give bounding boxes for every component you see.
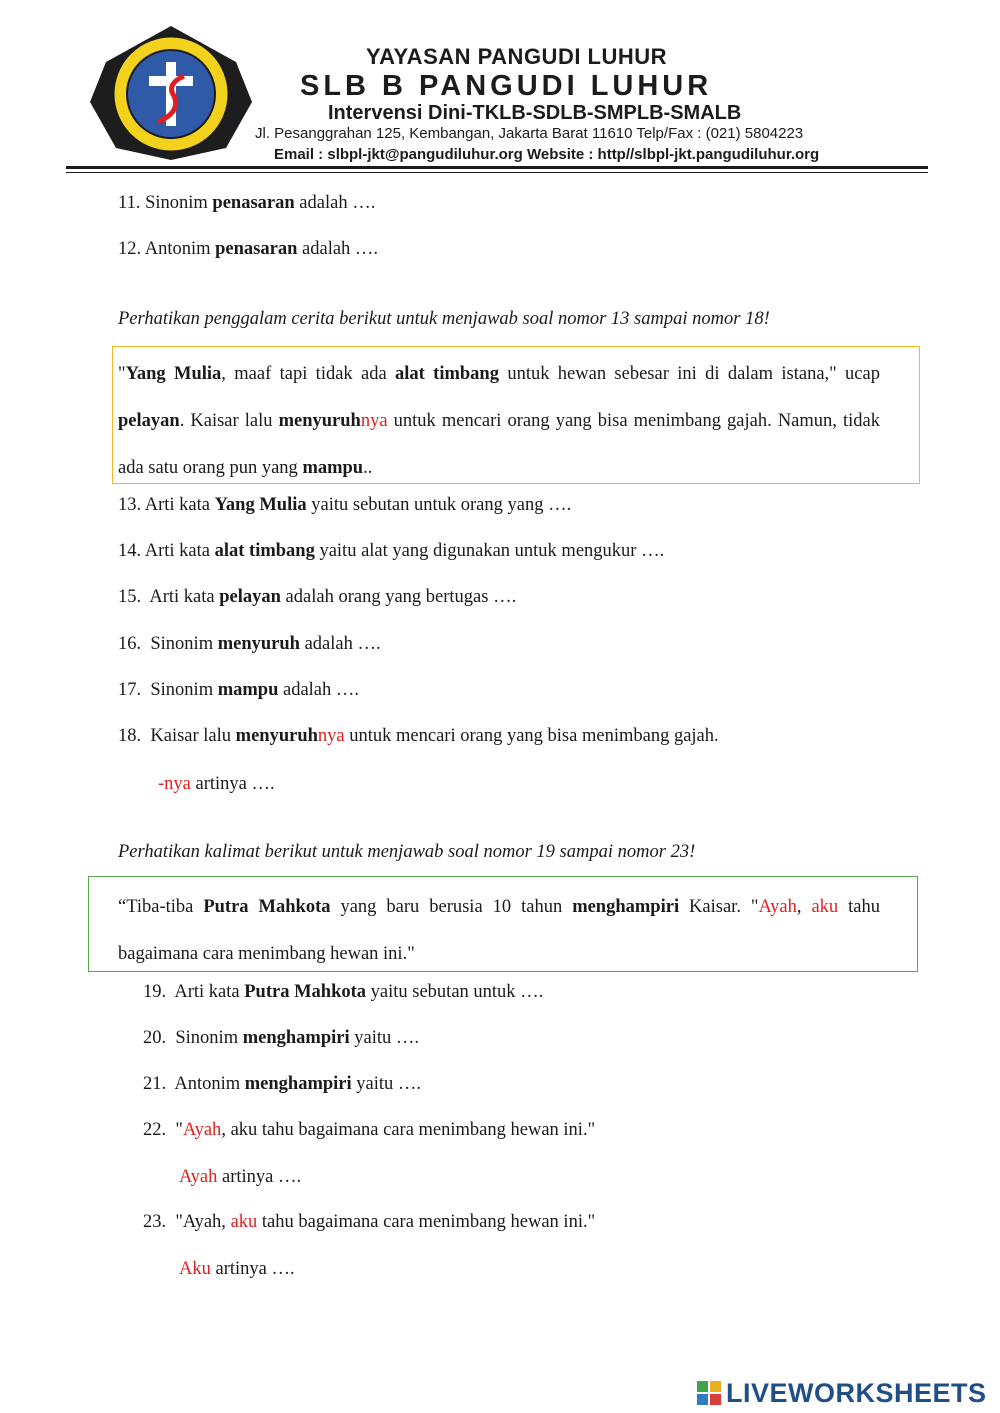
- passage-text: ..: [363, 458, 373, 478]
- question-suffix: artinya ….: [222, 1167, 302, 1187]
- highlight: aku: [230, 1212, 258, 1232]
- keyword: menyuruh: [217, 634, 300, 654]
- highlight: Ayah: [179, 1167, 218, 1187]
- passage-text: untuk hewan sebesar ini di dalam istana," ucap: [498, 364, 880, 384]
- question-number: 14.: [118, 541, 142, 561]
- passage-highlight: nya: [360, 411, 388, 431]
- question-suffix: adalah ….: [283, 680, 360, 700]
- brand-text: LIVEWORKSHEETS: [726, 1378, 987, 1408]
- question-11: [118, 191, 375, 215]
- question-prefix: Antonim: [174, 1074, 241, 1094]
- highlight: Ayah: [182, 1120, 222, 1140]
- instruction-2: Perhatikan kalimat berikut untuk menjawab soal nomor 19 sampai nomor 23!: [118, 842, 696, 862]
- question-21: [143, 1072, 421, 1096]
- question-prefix: Arti kata: [174, 982, 240, 1002]
- highlight: nya: [317, 726, 345, 746]
- question-18-sub: [158, 772, 275, 796]
- school-name: SLB B PANGUDI LUHUR: [300, 70, 713, 102]
- question-suffix: , aku tahu bagaimana cara menimbang hewan ini.": [221, 1120, 596, 1140]
- question-suffix: adalah orang yang bertugas ….: [285, 587, 517, 607]
- passage-text: “Tiba-tiba: [118, 897, 204, 917]
- keyword: menghampiri: [242, 1028, 350, 1048]
- question-number: 12.: [118, 239, 142, 259]
- passage-keyword: Yang Mulia: [125, 364, 222, 384]
- question-suffix: yaitu ….: [354, 1028, 419, 1048]
- passage-2: [118, 884, 880, 978]
- question-22-sub: [179, 1165, 301, 1189]
- school-address: Jl. Pesanggrahan 125, Kembangan, Jakarta Barat 11610 Telp/Fax : (021) 5804223: [255, 125, 804, 142]
- question-number: 21.: [143, 1074, 167, 1094]
- question-suffix: tahu bagaimana cara menimbang hewan ini.": [261, 1212, 596, 1232]
- question-suffix: artinya ….: [195, 774, 275, 794]
- passage-text: tahu bagaimana cara menimbang hewan ini.": [118, 897, 880, 964]
- keyword: Yang Mulia: [214, 495, 307, 515]
- keyword: mampu: [217, 680, 279, 700]
- question-number: 23.: [143, 1212, 167, 1232]
- question-number: 20.: [143, 1028, 167, 1048]
- passage-text: untuk mencari orang yang bisa menimbang gajah. Namun, tidak ada satu orang pun yang: [118, 411, 880, 478]
- question-prefix: Sinonim: [175, 1028, 239, 1048]
- question-18: [118, 724, 719, 748]
- question-13: [118, 493, 571, 517]
- passage-keyword: pelayan: [118, 411, 180, 431]
- question-19: [143, 980, 543, 1004]
- question-12: [118, 237, 378, 261]
- question-suffix: adalah ….: [299, 193, 376, 213]
- keyword: menghampiri: [244, 1074, 352, 1094]
- highlight: Aku: [179, 1259, 211, 1279]
- question-number: 17.: [118, 680, 142, 700]
- question-number: 19.: [143, 982, 167, 1002]
- header-rule-thin: [66, 172, 928, 173]
- question-prefix: "Ayah,: [175, 1212, 231, 1232]
- school-contact: Email : slbpl-jkt@pangudiluhur.org Website : http//slbpl-jkt.pangudiluhur.org: [274, 146, 820, 163]
- question-16: [118, 632, 381, 656]
- passage-highlight: aku: [811, 897, 839, 917]
- question-suffix: artinya ….: [215, 1259, 295, 1279]
- question-number: 16.: [118, 634, 142, 654]
- question-20: [143, 1026, 419, 1050]
- foundation-name: YAYASAN PANGUDI LUHUR: [366, 44, 668, 69]
- question-prefix: Arti kata: [149, 587, 215, 607]
- question-17: [118, 678, 359, 702]
- keyword: Putra Mahkota: [244, 982, 367, 1002]
- passage-keyword: mampu: [302, 458, 364, 478]
- instruction-1: Perhatikan penggalam cerita berikut untuk menjawab soal nomor 13 sampai nomor 18!: [118, 309, 770, 329]
- question-22: [143, 1118, 595, 1142]
- question-suffix: adalah ….: [302, 239, 379, 259]
- passage-keyword: menyuruh: [278, 411, 361, 431]
- question-15: [118, 585, 516, 609]
- question-number: 22.: [143, 1120, 167, 1140]
- question-suffix: yaitu ….: [356, 1074, 422, 1094]
- highlight: -nya: [158, 774, 191, 794]
- logo-emblem: [86, 22, 256, 162]
- keyword: penasaran: [212, 193, 295, 213]
- question-prefix: Sinonim: [145, 193, 208, 213]
- question-prefix: Sinonim: [150, 634, 214, 654]
- passage-text: Kaisar. ": [679, 897, 759, 917]
- question-number: 13.: [118, 495, 142, 515]
- question-suffix: adalah ….: [304, 634, 381, 654]
- question-prefix: Kaisar lalu: [150, 726, 232, 746]
- passage-text: yang baru berusia 10 tahun: [330, 897, 573, 917]
- question-23: [143, 1210, 595, 1234]
- keyword: penasaran: [215, 239, 298, 259]
- passage-keyword: alat timbang: [395, 364, 499, 384]
- question-14: [118, 539, 664, 563]
- question-suffix: yaitu alat yang digunakan untuk mengukur ….: [319, 541, 665, 561]
- school-logo: [86, 22, 256, 162]
- keyword: pelayan: [219, 587, 281, 607]
- passage-text: ": [118, 364, 126, 384]
- question-prefix: Arti kata: [144, 541, 210, 561]
- keyword: menyuruh: [235, 726, 318, 746]
- passage-text: . Kaisar lalu: [179, 411, 279, 431]
- passage-1: [118, 351, 880, 492]
- question-suffix: yaitu sebutan untuk orang yang ….: [311, 495, 572, 515]
- header-rule-thick: [66, 166, 928, 169]
- question-number: 11.: [118, 193, 141, 213]
- passage-keyword: Putra Mahkota: [203, 897, 331, 917]
- question-prefix: Sinonim: [150, 680, 214, 700]
- school-levels: Intervensi Dini-TKLB-SDLB-SMPLB-SMALB: [328, 102, 742, 124]
- passage-highlight: Ayah: [758, 897, 797, 917]
- question-prefix: Arti kata: [144, 495, 210, 515]
- question-prefix: Antonim: [144, 239, 211, 259]
- question-number: 15.: [118, 587, 142, 607]
- question-number: 18.: [118, 726, 142, 746]
- question-suffix: untuk mencari orang yang bisa menimbang gajah.: [349, 726, 719, 746]
- quote-open: ": [175, 1120, 183, 1140]
- passage-text: ,: [796, 897, 812, 917]
- liveworksheets-brand[interactable]: [696, 1378, 987, 1408]
- question-23-sub: [179, 1257, 295, 1281]
- passage-keyword: menghampiri: [572, 897, 680, 917]
- liveworksheets-logo-icon: [696, 1380, 722, 1406]
- passage-text: , maaf tapi tidak ada: [221, 364, 396, 384]
- question-suffix: yaitu sebutan untuk ….: [370, 982, 544, 1002]
- keyword: alat timbang: [214, 541, 315, 561]
